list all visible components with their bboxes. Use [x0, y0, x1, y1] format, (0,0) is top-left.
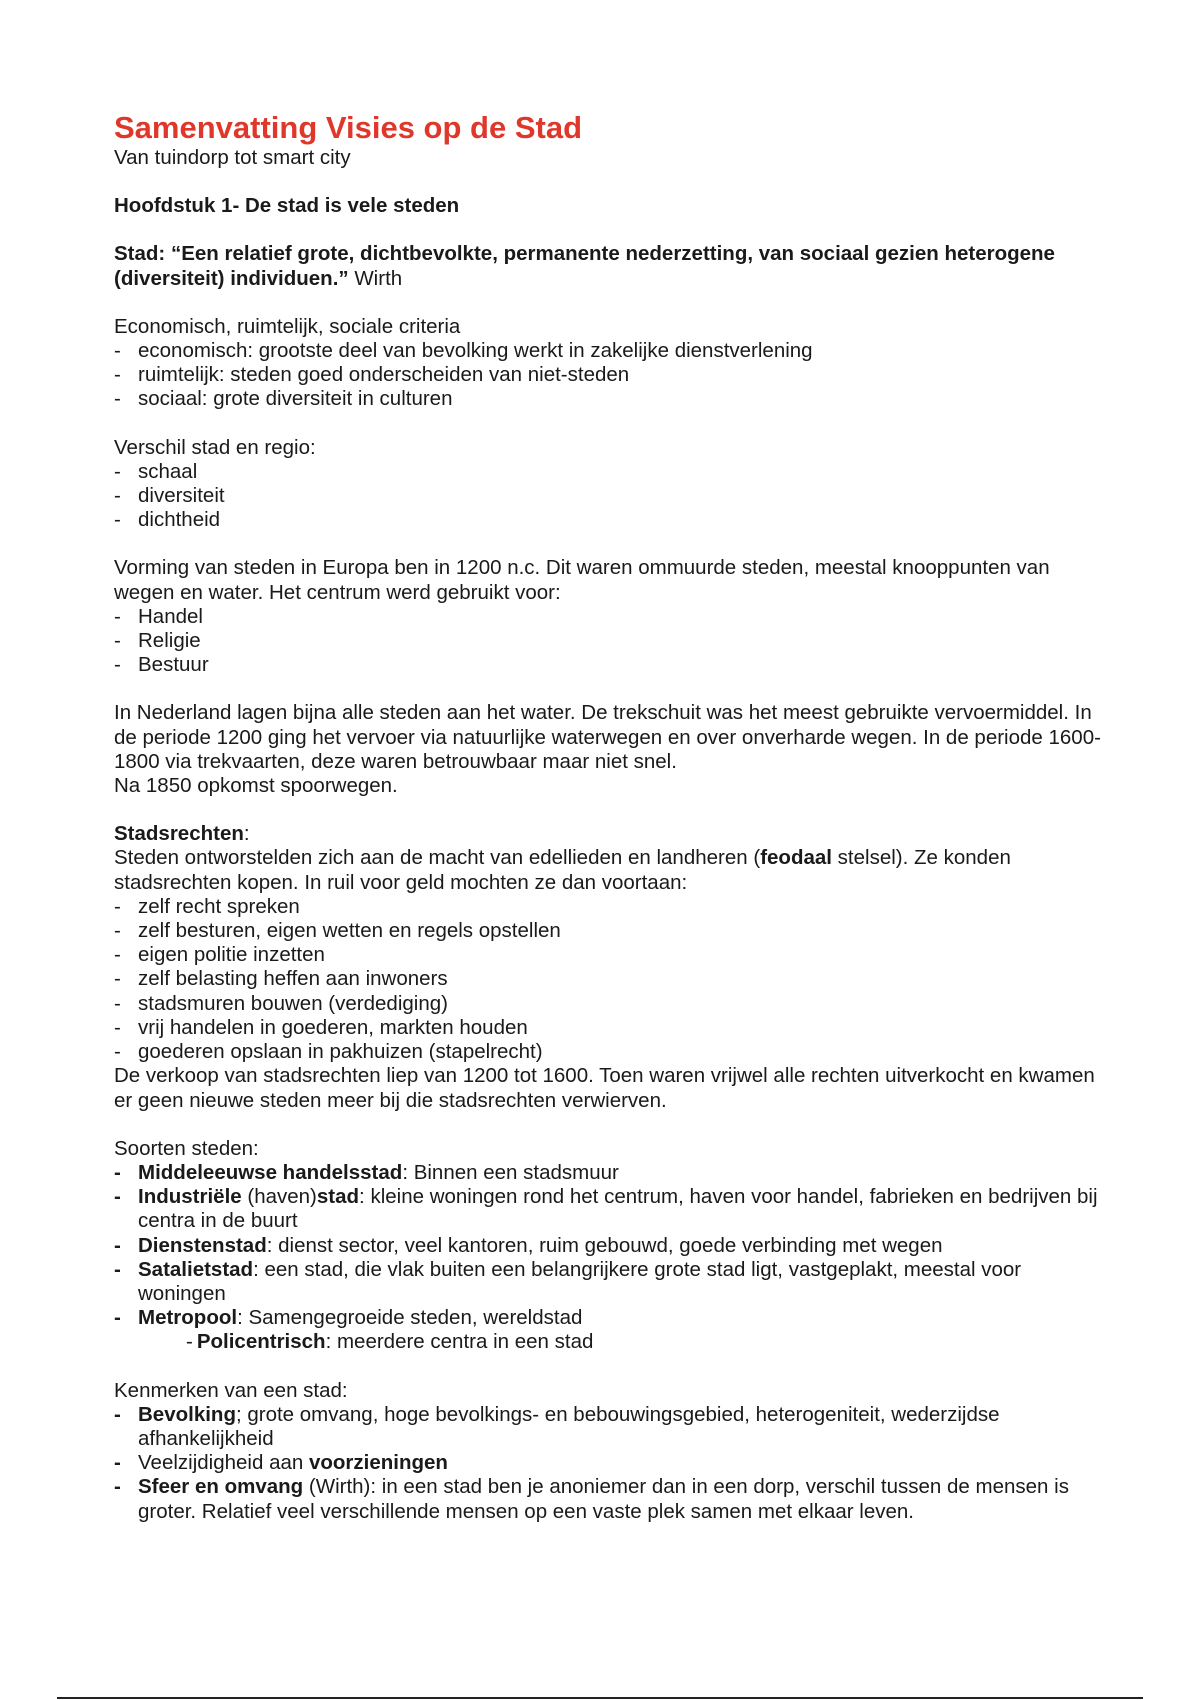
list-item: - dichtheid [114, 508, 1114, 532]
term: Metropool [138, 1306, 238, 1330]
list-item: - diversiteit [114, 484, 1114, 508]
list-item: - zelf besturen, eigen wetten en regels opstellen [114, 919, 1114, 943]
list-item: - Bestuur [114, 653, 1114, 677]
feodaal-term: feodaal [760, 846, 832, 870]
term-desc: : meerdere centra in een stad [325, 1330, 594, 1354]
vorming-text: Vorming van steden in Europa ben in 1200 n.c. Dit waren ommuurde steden, meestal knooppunten van wegen en water. Het centrum werd gebruikt voor: [114, 556, 1050, 604]
list-item: - eigen politie inzetten [114, 943, 1114, 967]
heading-colon: : [243, 822, 250, 846]
soorten-section [114, 1137, 1114, 1355]
term: Sfeer en omvang [138, 1475, 304, 1499]
kenmerken-section [114, 1379, 1114, 1524]
stadsrechten-text-b: stelsel). Ze konden stadsrechten kopen. In ruil voor geld mochten ze dan voortaan: [114, 846, 1011, 894]
stadsrechten-after: De verkoop van stadsrechten liep van 1200 tot 1600. Toen waren vrijwel alle rechten uitverkocht en kwamen er geen nieuwe steden meer bij die stadsrechten verwierven. [114, 1064, 1095, 1112]
nederland-section [114, 701, 1114, 798]
term: Dienstenstad [138, 1233, 267, 1257]
vorming-list [114, 605, 1114, 678]
chapter-heading: Hoofdstuk 1- De stad is vele steden [114, 194, 460, 218]
stadsrechten-heading [114, 822, 1114, 846]
term-desc: : kleine woningen rond het centrum, haven voor handel, fabrieken en bedrijven bij centra in de buurt [138, 1185, 1098, 1233]
definition-text: Stad: “Een relatief grote, dichtbevolkte, permanente nederzetting, van sociaal gezien heterogene (diversiteit) individuen.” [114, 242, 1055, 290]
term: voorzieningen [308, 1451, 448, 1475]
list-item: - schaal [114, 460, 1114, 484]
list-item [114, 1161, 1114, 1185]
list-item: - zelf belasting heffen aan inwoners [114, 967, 1114, 991]
stadsrechten-text [114, 846, 1114, 894]
list-item: - goederen opslaan in pakhuizen (stapelrecht) [114, 1040, 1114, 1064]
term-desc: : Binnen een stadsmuur [402, 1160, 619, 1184]
term-desc: ; grote omvang, hoge bevolkings- en bebouwingsgebied, heterogeniteit, wederzijdse afhankelijkheid [138, 1402, 1000, 1450]
document-content [114, 110, 1114, 1548]
document-subtitle: Van tuindorp tot smart city [114, 146, 351, 169]
term-desc: : Samengegroeide steden, wereldstad [237, 1306, 583, 1330]
kenmerken-intro: Kenmerken van een stad: [114, 1378, 348, 1402]
term-pre: Veelzijdigheid aan [138, 1451, 309, 1475]
list-item: - ruimtelijk: steden goed onderscheiden van niet-steden [114, 363, 1114, 387]
stadsrechten-text-a: Steden ontworstelden zich aan de macht van edellieden en landheren ( [114, 846, 761, 870]
vorming-section [114, 556, 1114, 677]
soorten-intro: Soorten steden: [114, 1136, 259, 1160]
list-item: - zelf recht spreken [114, 895, 1114, 919]
definition-author: Wirth [348, 266, 403, 290]
nederland-text: In Nederland lagen bijna alle steden aan het water. De trekschuit was het meest gebruikte vervoermiddel. In de periode 1200 ging het vervoer via natuurlijke waterwegen en over onverharde wegen. In de periode 1600-1800 via trekvaarten, deze waren betrouwbaar maar niet snel. [114, 701, 1101, 773]
term-mid: (haven) [241, 1185, 317, 1209]
list-item: - vrij handelen in goederen, markten houden [114, 1016, 1114, 1040]
list-item [114, 1185, 1114, 1233]
list-item: - stadsmuren bouwen (verdediging) [114, 992, 1114, 1016]
verschil-list [114, 460, 1114, 533]
sub-list-item [114, 1330, 1114, 1354]
criteria-list [114, 339, 1114, 412]
page-bottom-rule [57, 1697, 1143, 1699]
list-item [114, 1451, 1114, 1475]
term-desc: : dienst sector, veel kantoren, ruim gebouwd, goede verbinding met wegen [266, 1233, 943, 1257]
list-item: - Religie [114, 629, 1114, 653]
list-item [114, 1234, 1114, 1258]
list-item: - economisch: grootste deel van bevolking werkt in zakelijke dienstverlening [114, 339, 1114, 363]
term: Satalietstad [138, 1257, 254, 1281]
term: Bevolking [138, 1402, 236, 1426]
term-suffix: stad [316, 1185, 360, 1209]
verschil-intro: Verschil stad en regio: [114, 435, 316, 459]
list-item [114, 1403, 1114, 1451]
stadsrechten-list [114, 895, 1114, 1064]
nederland-line2: Na 1850 opkomst spoorwegen. [114, 774, 398, 798]
verschil-section [114, 436, 1114, 533]
stadsrechten-section [114, 822, 1114, 1112]
definition-paragraph [114, 242, 1114, 290]
list-item: - sociaal: grote diversiteit in culturen [114, 387, 1114, 411]
term: Policentrisch [196, 1330, 326, 1354]
term-desc: : een stad, die vlak buiten een belangrijkere grote stad ligt, vastgeplakt, meestal voor woningen [138, 1257, 1022, 1305]
document-title: Samenvatting Visies op de Stad [114, 110, 583, 145]
term: Middeleeuwse handelsstad [138, 1160, 403, 1184]
criteria-section [114, 315, 1114, 412]
term: Industriële [138, 1185, 242, 1209]
criteria-intro: Economisch, ruimtelijk, sociale criteria [114, 314, 461, 338]
kenmerken-list [114, 1403, 1114, 1524]
soorten-list [114, 1161, 1114, 1330]
stadsrechten-heading-text: Stadsrechten [114, 822, 244, 846]
term-desc: (Wirth): in een stad ben je anoniemer dan in een dorp, verschil tussen de mensen is groter. Relatief veel verschillende mensen op een vaste plek samen met elkaar leven. [138, 1475, 1069, 1523]
list-item [114, 1258, 1114, 1306]
list-item: - Handel [114, 605, 1114, 629]
list-item [114, 1475, 1114, 1523]
list-item [114, 1306, 1114, 1330]
